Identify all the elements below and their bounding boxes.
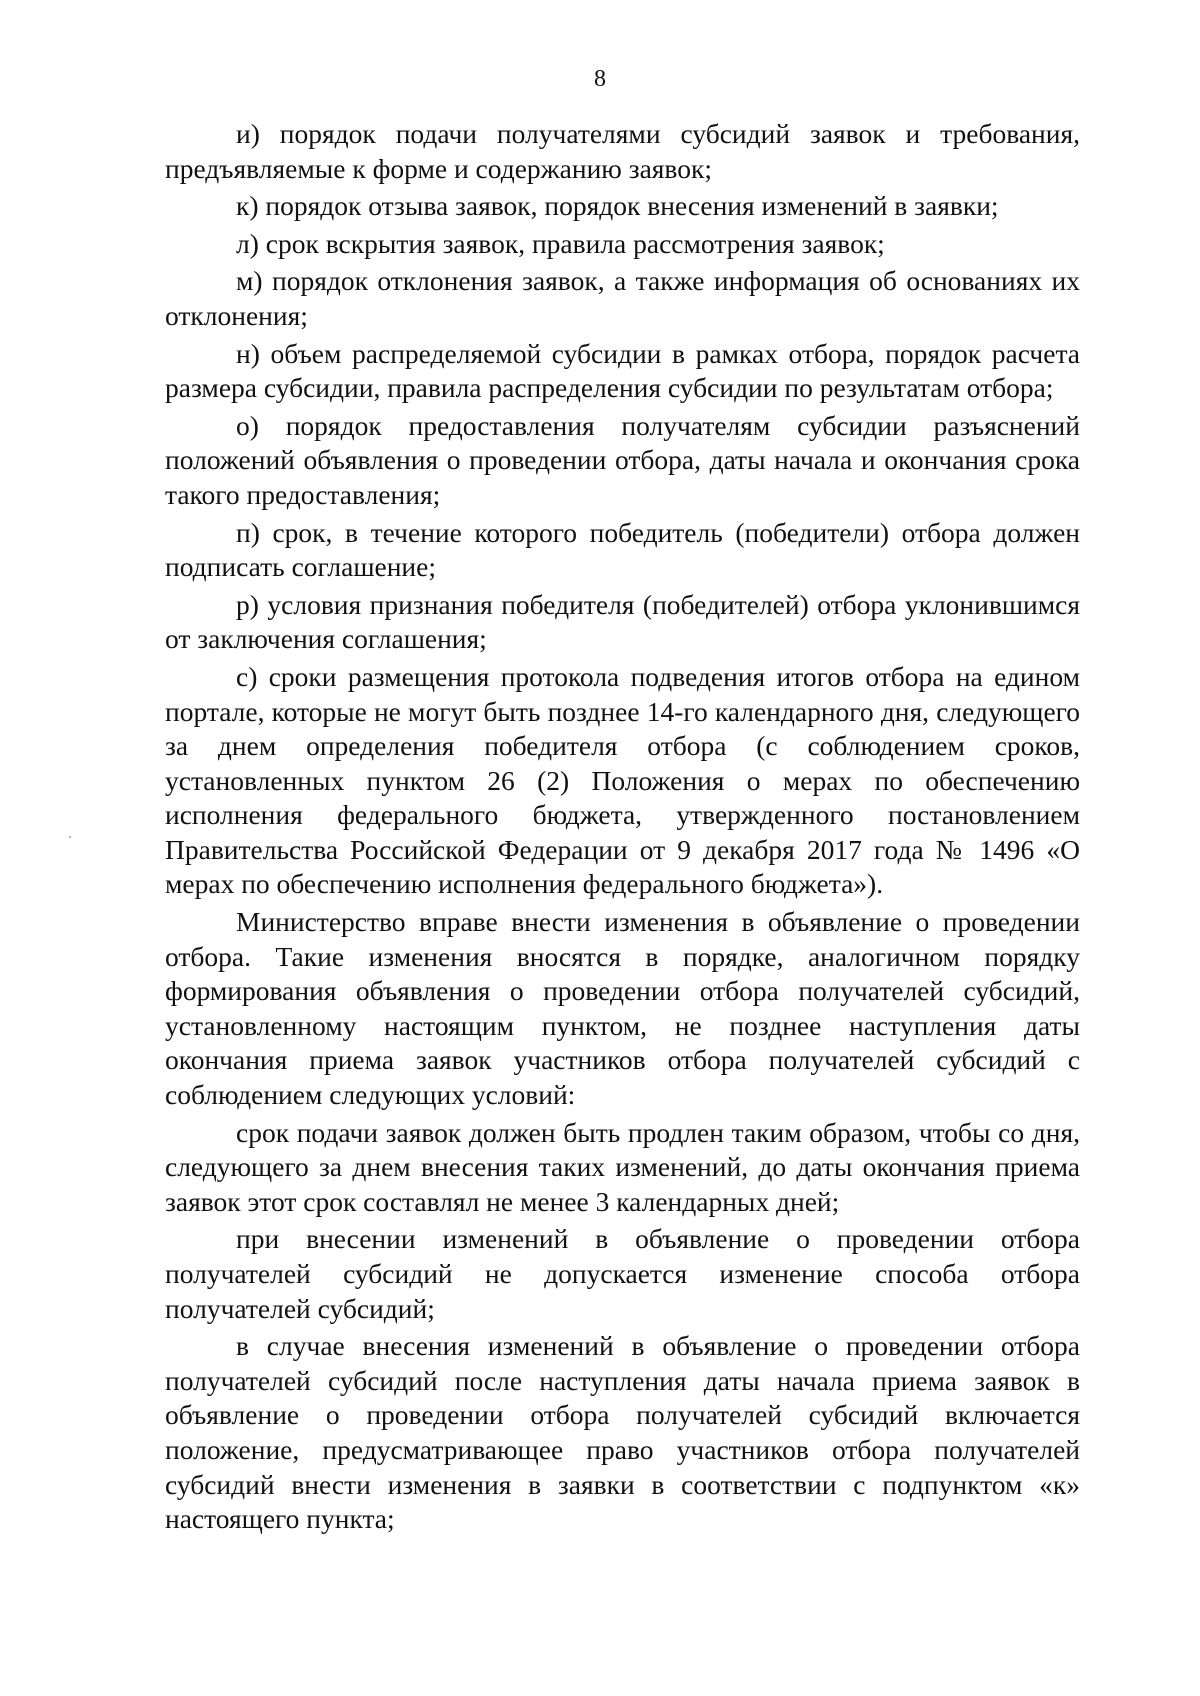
paragraph-item-l: л) срок вскрытия заявок, правила рассмотрения заявок; <box>236 227 885 259</box>
page-number: 8 <box>594 66 606 92</box>
scan-speck <box>69 836 71 838</box>
paragraph-condition-method: при внесении изменений в объявление о проведении отбора получателей субсидий не допускается изменение способа отбора получателей субсидий; <box>165 1223 1080 1324</box>
paragraph-item-n: н) объем распределяемой субсидии в рамках отбора, порядок расчета размера субсидии, правила распределения субсидии по результатам отбора; <box>165 337 1080 404</box>
paragraph-condition-deadline: срок подачи заявок должен быть продлен таким образом, чтобы со дня, следующего за днем внесения таких изменений, до даты окончания приема заявок этот срок составлял не менее 3 календарных дней; <box>165 1116 1080 1217</box>
paragraph-ministry-rights: Министерство вправе внести изменения в объявление о проведении отбора. Такие изменения вносятся в порядке, аналогичном порядку формирования объявления о проведении отбора получателей субсидий, установленному настоящим пунктом, не позднее наступления даты окончания приема заявок участников отбора получателей субсидий с соблюдением следующих условий: <box>165 906 1080 1111</box>
document-body <box>165 117 1080 1540</box>
paragraph-condition-amendments: в случае внесения изменений в объявление о проведении отбора получателей субсидий после наступления даты начала приема заявок в объявление о проведении отбора получателей субсидий включается положение, предусматривающее право участников отбора получателей субсидий внести изменения в заявки в соответствии с подпунктом «к» настоящего пункта; <box>165 1330 1080 1535</box>
paragraph-item-o: о) порядок предоставления получателям субсидии разъяснений положений объявления о проведении отбора, даты начала и окончания срока такого предоставления; <box>165 409 1080 510</box>
paragraph-item-r: р) условия признания победителя (победителей) отбора уклонившимся от заключения соглашения; <box>165 588 1080 655</box>
paragraph-item-s: с) сроки размещения протокола подведения итогов отбора на едином портале, которые не могут быть позднее 14-го календарного дня, следующего за днем определения победителя отбора (с соблюдением сроков, установленных пунктом 26 (2) Положения о мерах по обеспечению исполнения федерального бюджета, утвержденного постановлением Правительства Российской Федерации от 9 декабря 2017 года № 1496 «О мерах по обеспечению исполнения федерального бюджета»). <box>165 660 1080 900</box>
paragraph-item-p: п) срок, в течение которого победитель (победители) отбора должен подписать соглашение; <box>165 516 1080 583</box>
paragraph-item-i: и) порядок подачи получателями субсидий заявок и требования, предъявляемые к форме и содержанию заявок; <box>165 118 1080 184</box>
paragraph-item-m: м) порядок отклонения заявок, а также информация об основаниях их отклонения; <box>165 265 1080 331</box>
paragraph-item-k: к) порядок отзыва заявок, порядок внесения изменений в заявки; <box>236 190 999 222</box>
